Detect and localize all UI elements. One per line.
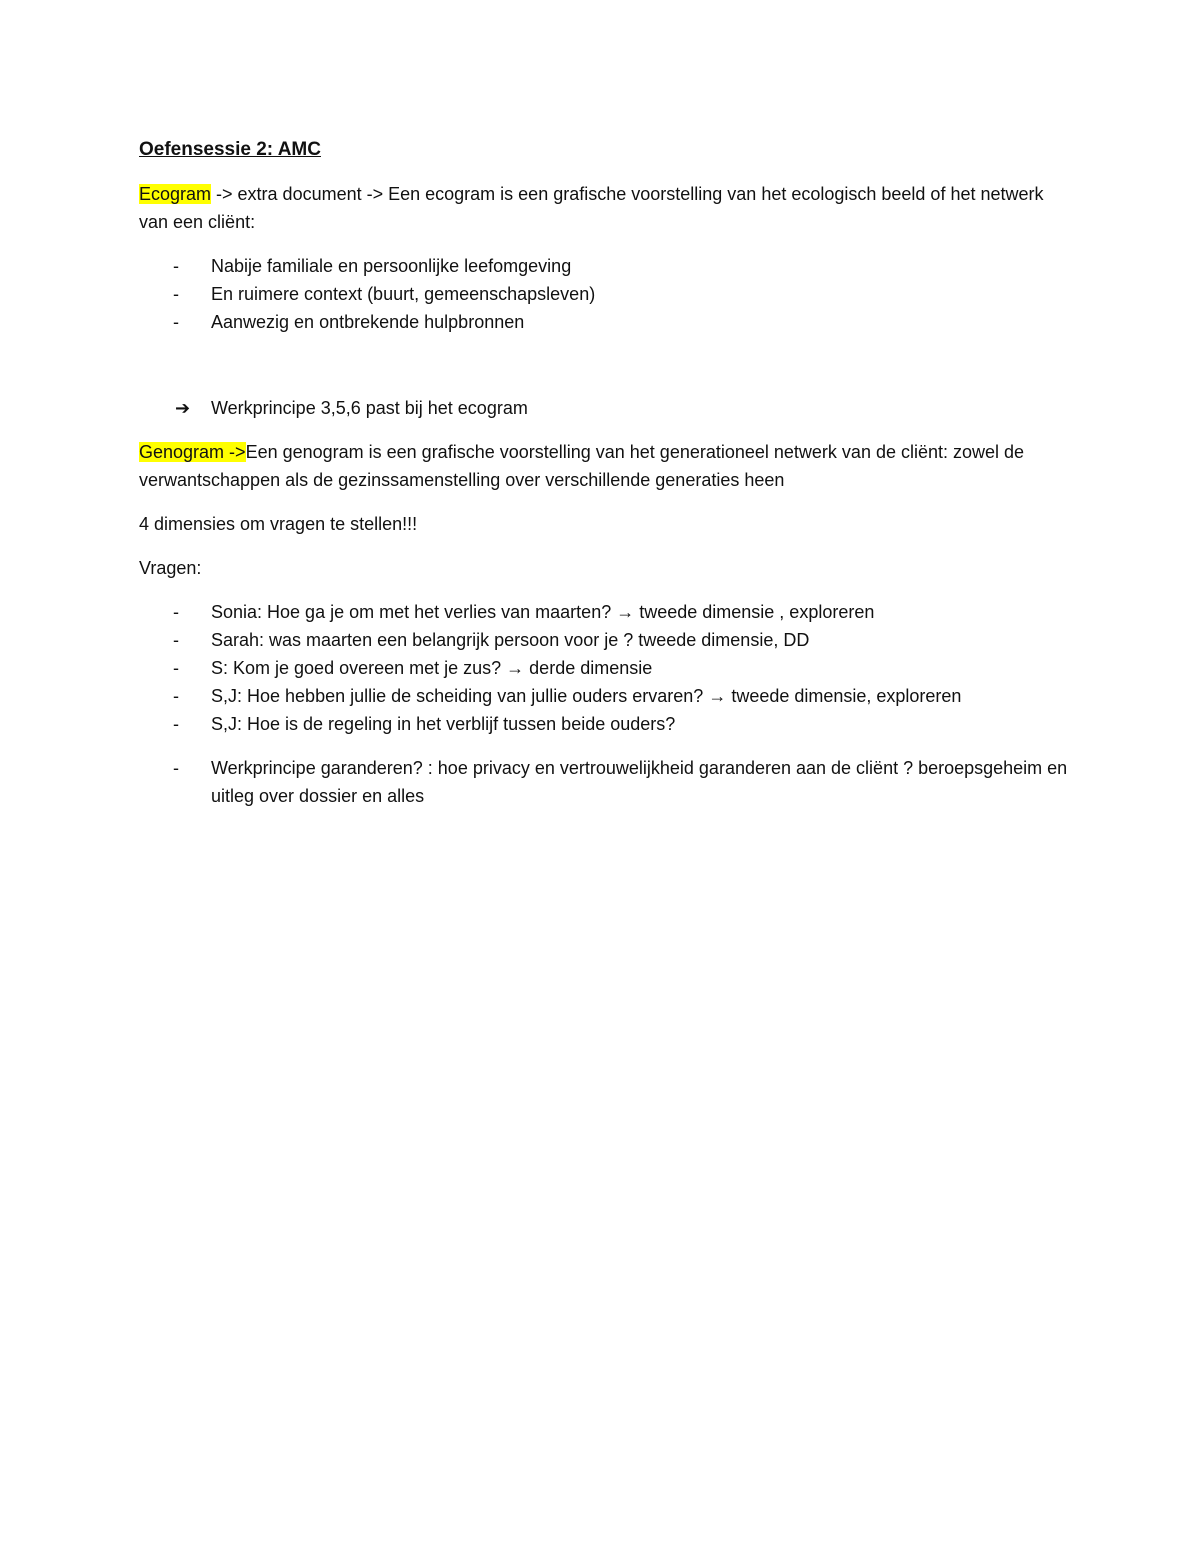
ecogram-paragraph bbox=[139, 180, 1069, 236]
werkprincipe-list bbox=[139, 754, 1069, 810]
dash-bullet: - bbox=[173, 312, 179, 332]
list-item: - En ruimere context (buurt, gemeenschapsleven) bbox=[139, 280, 1069, 308]
genogram-highlight: Genogram -> bbox=[139, 442, 246, 462]
list-item: - Aanwezig en ontbrekende hulpbronnen bbox=[139, 308, 1069, 336]
ecogram-list bbox=[139, 252, 1069, 336]
dash-bullet: - bbox=[173, 284, 179, 304]
genogram-paragraph bbox=[139, 438, 1069, 494]
document-body bbox=[139, 136, 1069, 826]
ecogram-text: -> extra document -> Een ecogram is een grafische voorstelling van het ecologisch beeld of het netwerk van een cliënt: bbox=[139, 184, 1044, 232]
questions-heading: Vragen: bbox=[139, 558, 202, 578]
dash-bullet: - bbox=[173, 758, 179, 778]
arrow-right-icon: → bbox=[616, 602, 635, 622]
list-item: - Nabije familiale en persoonlijke leefomgeving bbox=[139, 252, 1069, 280]
genogram-text: Een genogram is een grafische voorstelling van het generationeel netwerk van de cliënt: zowel de verwantschappen als de gezinssamenstelling over verschillende generaties heen bbox=[139, 442, 1025, 490]
arrow-right-icon: → bbox=[708, 686, 727, 706]
list-item: - S,J: Hoe is de regeling in het verblijf tussen beide ouders? bbox=[139, 710, 1069, 738]
document-title: Oefensessie 2: AMC bbox=[139, 139, 321, 160]
dash-bullet: - bbox=[173, 602, 179, 622]
questions-list bbox=[139, 598, 1069, 738]
dash-bullet: - bbox=[173, 256, 179, 276]
arrow-right-icon: → bbox=[506, 658, 525, 678]
dash-bullet: - bbox=[173, 658, 179, 678]
werkprincipe-arrow-note: ➔ Werkprincipe 3,5,6 past bij het ecogram bbox=[139, 394, 1069, 422]
list-item: - Sarah: was maarten een belangrijk persoon voor je ? tweede dimensie, DD bbox=[139, 626, 1069, 654]
ecogram-highlight: Ecogram bbox=[139, 184, 212, 204]
list-item: - Werkprincipe garanderen? : hoe privacy en vertrouwelijkheid garanderen aan de cliënt ? beroepsgeheim en uitleg over dossier en alles bbox=[139, 754, 1069, 810]
list-item: - S,J: Hoe hebben jullie de scheiding van jullie ouders ervaren? → tweede dimensie, exploreren bbox=[139, 682, 1069, 710]
list-item: - S: Kom je goed overeen met je zus? → derde dimensie bbox=[139, 654, 1069, 682]
dimensions-note: 4 dimensies om vragen te stellen!!! bbox=[139, 514, 418, 534]
dash-bullet: - bbox=[173, 714, 179, 734]
list-item: - Sonia: Hoe ga je om met het verlies van maarten? → tweede dimensie , exploreren bbox=[139, 598, 1069, 626]
arrow-right-icon: ➔ bbox=[175, 398, 191, 418]
dash-bullet: - bbox=[173, 686, 179, 706]
dash-bullet: - bbox=[173, 630, 179, 650]
